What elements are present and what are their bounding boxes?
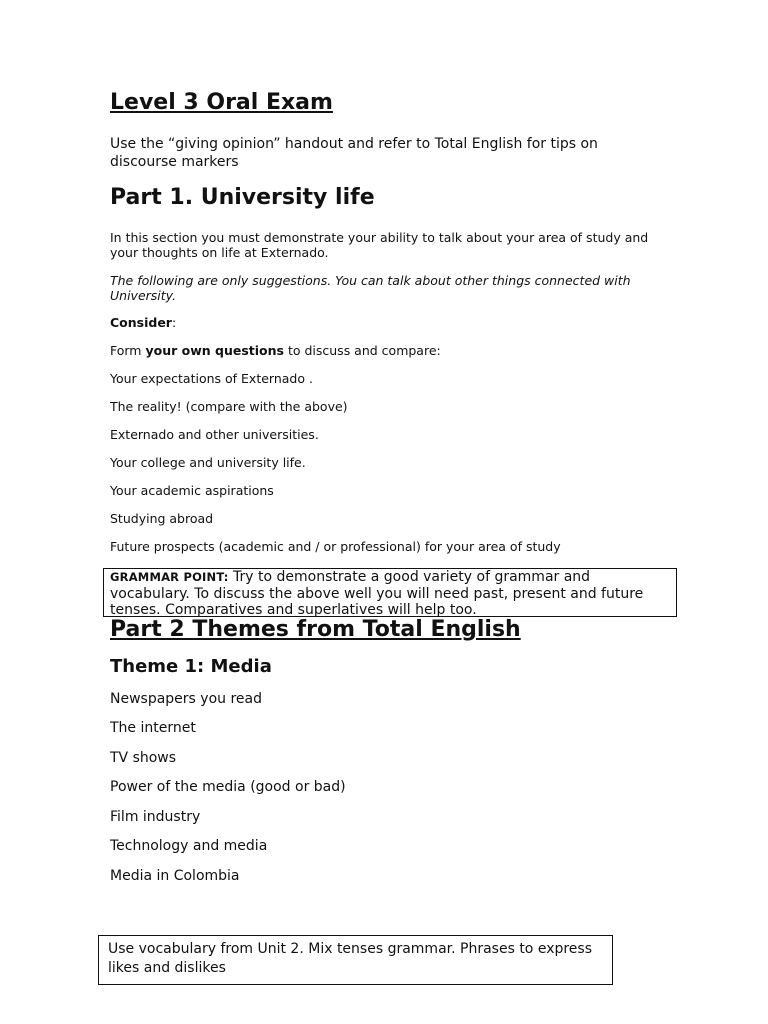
theme-item: Power of the media (good or bad) [110,779,346,795]
suggestion-item: Your academic aspirations [110,483,274,498]
form-questions-line [110,343,441,358]
theme-item: Newspapers you read [110,691,262,707]
theme1-heading: Theme 1: Media [110,656,272,677]
grammar-point-text: Try to demonstrate a good variety of grammar and vocabulary. To discuss the above well you will need past, present and future tenses. Comparatives and superlatives will help too. [110,569,644,617]
theme-item: The internet [110,720,196,736]
suggestion-item: Your expectations of Externado . [110,371,313,386]
grammar-point-label: GRAMMAR POINT: [110,570,229,584]
consider-label [110,315,176,330]
intro-text: Use the “giving opinion” handout and refer to Total English for tips on discourse markers [110,136,598,170]
theme1-note-box: Use vocabulary from Unit 2. Mix tenses grammar. Phrases to express likes and dislikes [98,935,613,985]
suggestion-item: Externado and other universities. [110,427,319,442]
exam-title: Level 3 Oral Exam [110,90,333,115]
form-prefix: Form [110,343,146,358]
consider-bold: Consider [110,315,172,330]
form-bold: your own questions [145,343,284,358]
suggestion-item: Your college and university life. [110,455,306,470]
theme-item: TV shows [110,750,177,766]
suggestion-item: The reality! (compare with the above) [110,399,348,414]
part2-heading: Part 2 Themes from Total English [110,617,521,642]
theme-item: Media in Colombia [110,868,240,884]
suggestion-item: Future prospects (academic and / or professional) for your area of study [110,539,561,554]
theme-item: Film industry [110,809,201,825]
part1-description: In this section you must demonstrate your ability to talk about your area of study and your thoughts on life at Externado. [110,230,649,260]
theme-item: Technology and media [110,838,268,854]
suggestion-item: Studying abroad [110,511,214,526]
form-suffix: to discuss and compare: [283,343,441,358]
part1-note: The following are only suggestions. You can talk about other things connected with University. [110,273,631,303]
grammar-point-box [103,568,677,617]
part1-heading: Part 1. University life [110,185,375,210]
consider-colon: : [171,315,177,330]
